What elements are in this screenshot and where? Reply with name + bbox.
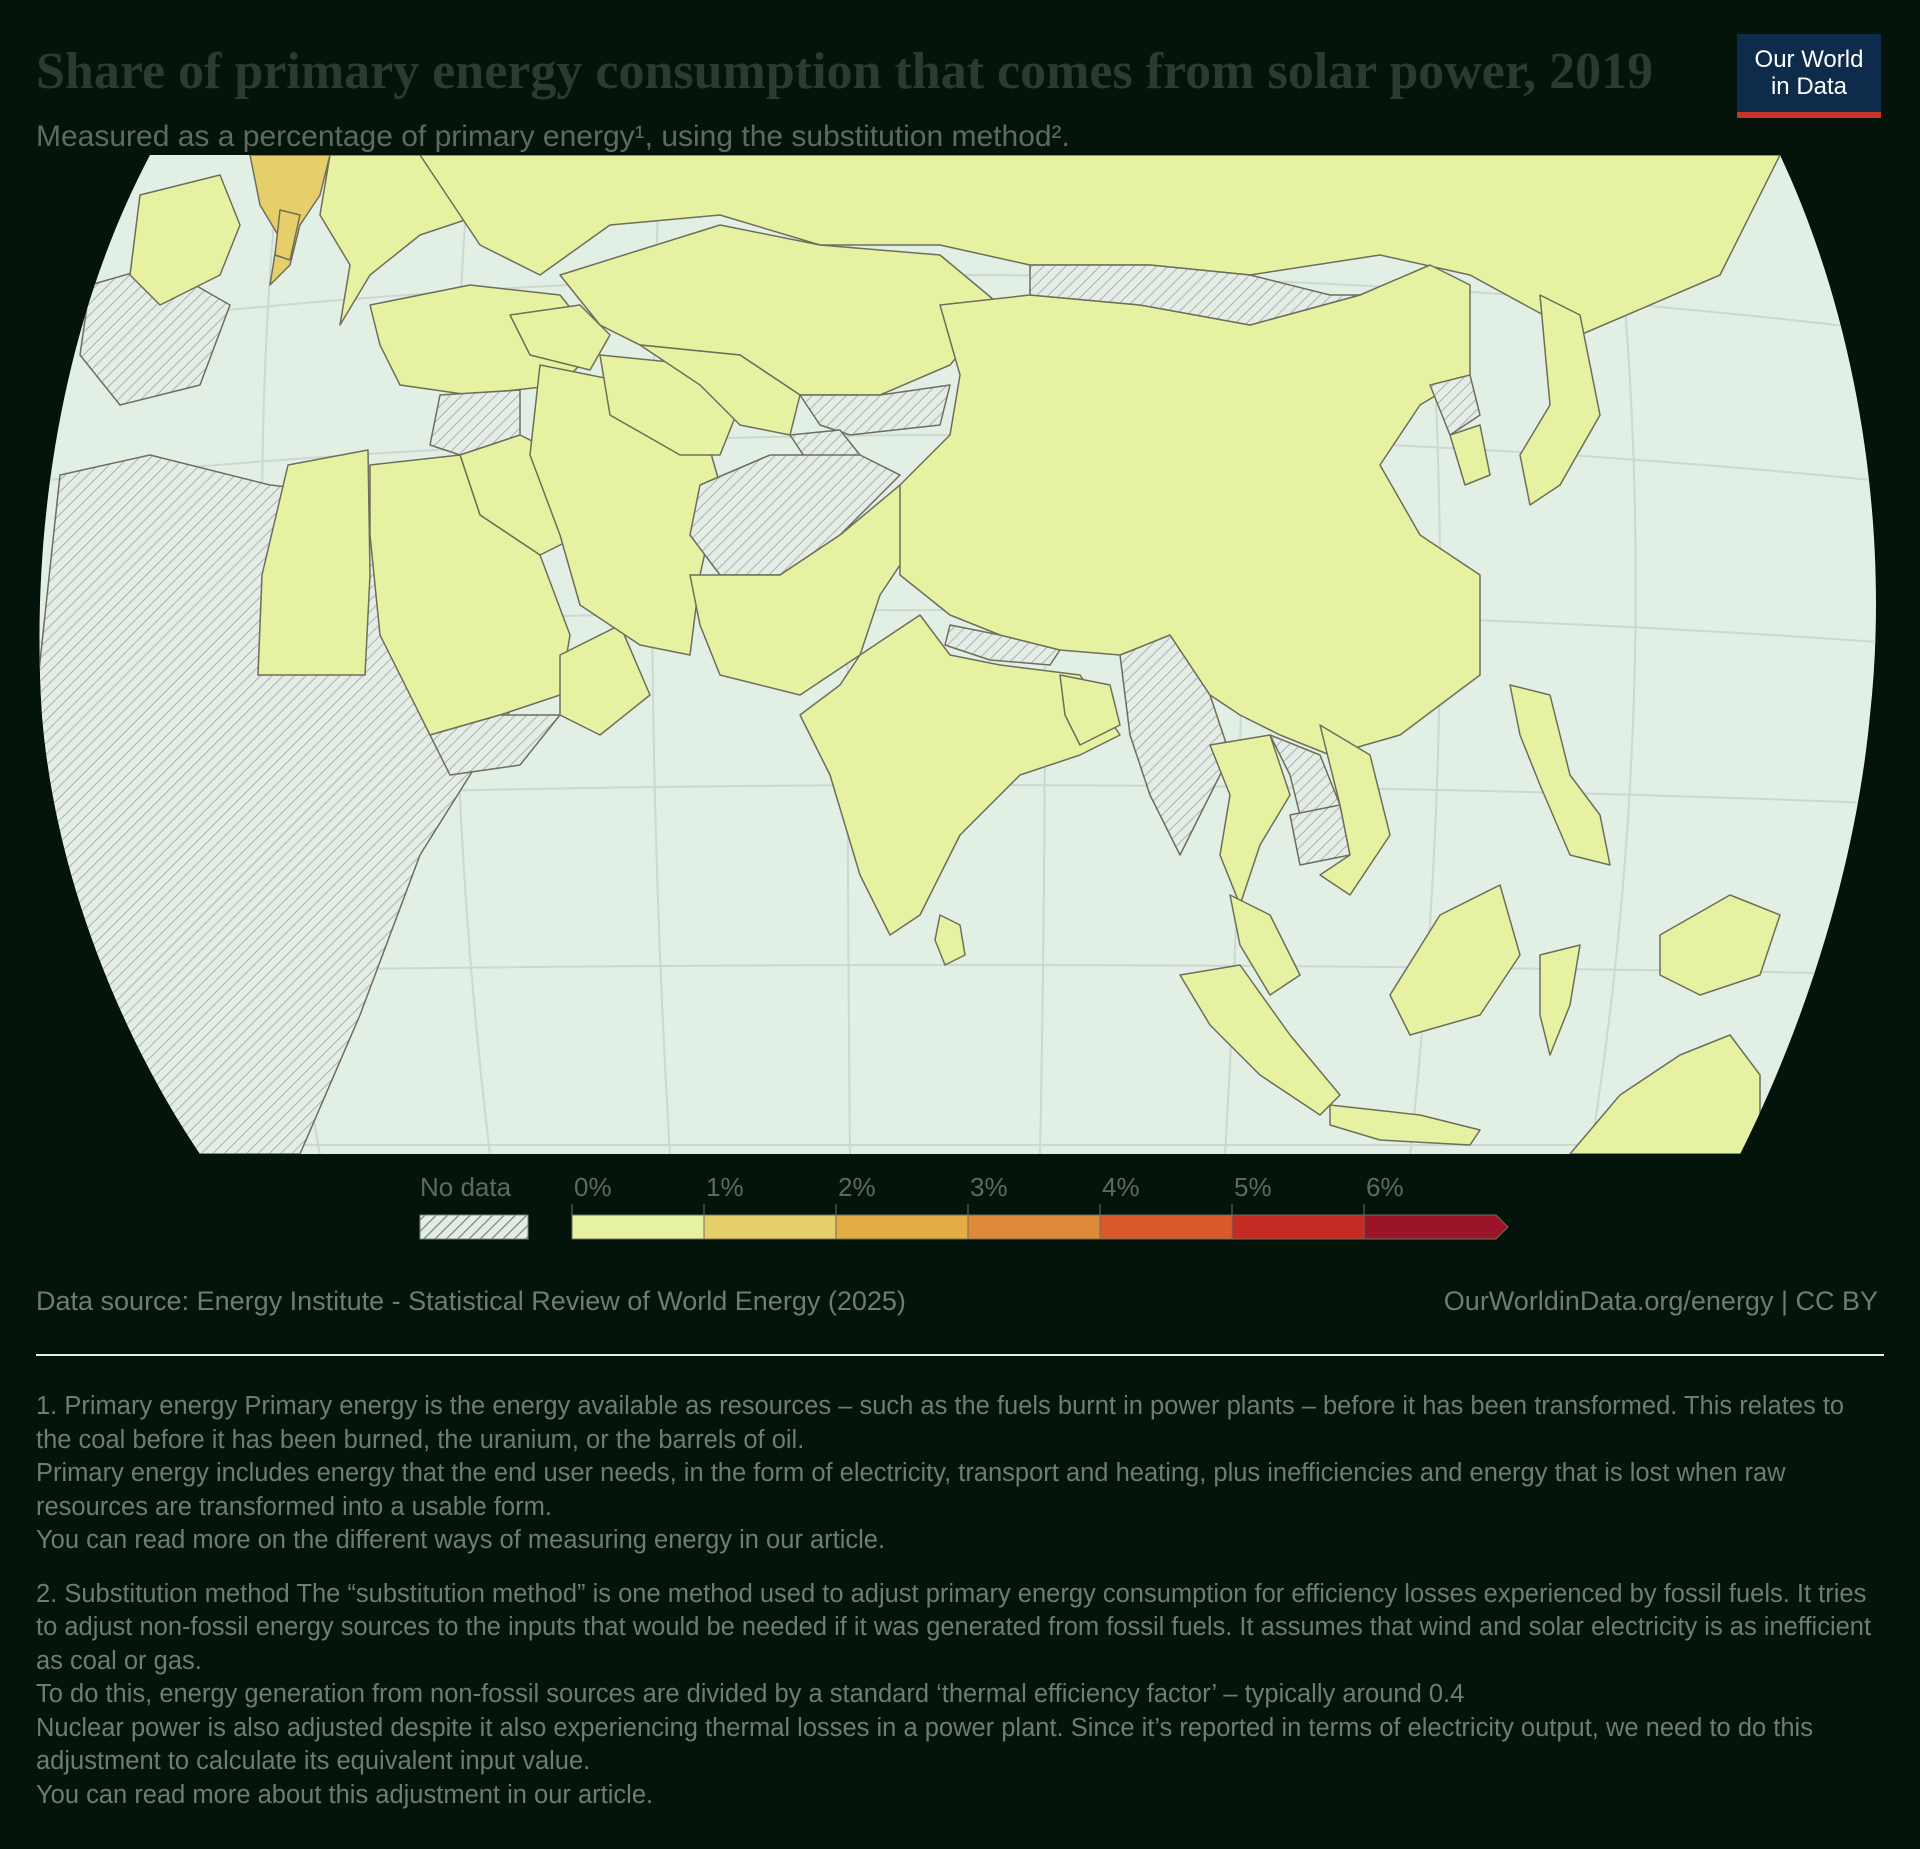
chart-title: Share of primary energy consumption that comes from solar power, 2019 [36,43,1654,100]
legend-bin[interactable] [704,1215,836,1239]
footnote-1-paragraph: You can read more on the different ways of measuring energy in our article. [36,1526,886,1554]
chart-subtitle: Measured as a percentage of primary energy¹, using the substitution method². [36,120,1070,153]
license-link[interactable]: OurWorldinData.org/energy | CC BY [1443,1286,1878,1316]
legend-tick-label: 4% [1102,1172,1140,1202]
choropleth-map [0,155,1920,1155]
legend-tick-label: 5% [1234,1172,1272,1202]
divider [36,1354,1884,1356]
data-source: Data source: Energy Institute - Statistical Review of World Energy (2025) [36,1286,906,1316]
footnote-2-paragraph: You can read more about this adjustment in our article. [36,1780,654,1809]
legend-tick-label: 2% [838,1172,876,1202]
footnotes [36,1390,1886,1832]
color-legend [400,1160,1520,1260]
legend-tick-label: 6% [1366,1172,1404,1202]
footnote-1-paragraph: 1. Primary energy Primary energy is the energy available as resources – such as the fuels burnt in power plants – before it has been transformed. This relates to the coal before it has been burned, the uranium, or the barrels of oil. [36,1392,1845,1454]
legend-bins [572,1215,1508,1239]
legend-bin[interactable] [1100,1215,1232,1239]
legend-bin[interactable] [1232,1215,1364,1239]
legend-bin[interactable] [572,1215,704,1239]
legend-bin[interactable] [836,1215,968,1239]
country-cambodia-nodata[interactable] [1290,805,1350,865]
legend-ticks [572,1172,1404,1215]
legend-no-data-swatch[interactable] [420,1215,528,1239]
footnote-1 [36,1390,1886,1558]
legend-tick-label: 3% [970,1172,1008,1202]
owid-logo[interactable] [1737,34,1881,118]
legend-tick-label: 1% [706,1172,744,1202]
footnote-2 [36,1578,1886,1813]
legend-bin[interactable] [1364,1215,1508,1239]
logo-line-1: Our World [1754,46,1864,73]
logo-line-2: in Data [1770,73,1848,100]
legend-bin[interactable] [968,1215,1100,1239]
legend-no-data-label: No data [420,1172,512,1202]
footnote-1-paragraph: Primary energy includes energy that the end user needs, in the form of electricity, transport and heating, plus inefficiencies and energy that is lost when raw resources are transformed into a usable form. [36,1459,1786,1521]
legend-tick-label: 0% [574,1172,612,1202]
footnote-2-paragraph: To do this, energy generation from non-fossil sources are divided by a standard ‘thermal efficiency factor’ – typically around 0.4 [36,1680,1465,1708]
footnote-2-paragraph: 2. Substitution method The “substitution method” is one method used to adjust primary energy consumption for efficiency losses experienced by fossil fuels. It tries to adjust non-fossil energy sources to the inputs that would be needed if it was generated from fossil fuels. It assumes that wind and solar electricity is as inefficient as coal or gas. [36,1579,1872,1675]
footnote-2-paragraph: Nuclear power is also adjusted despite it also experiencing thermal losses in a power plant. Since it’s reported in terms of electricity output, we need to do this adjustment to calculate its equivalent input value. [36,1713,1813,1775]
